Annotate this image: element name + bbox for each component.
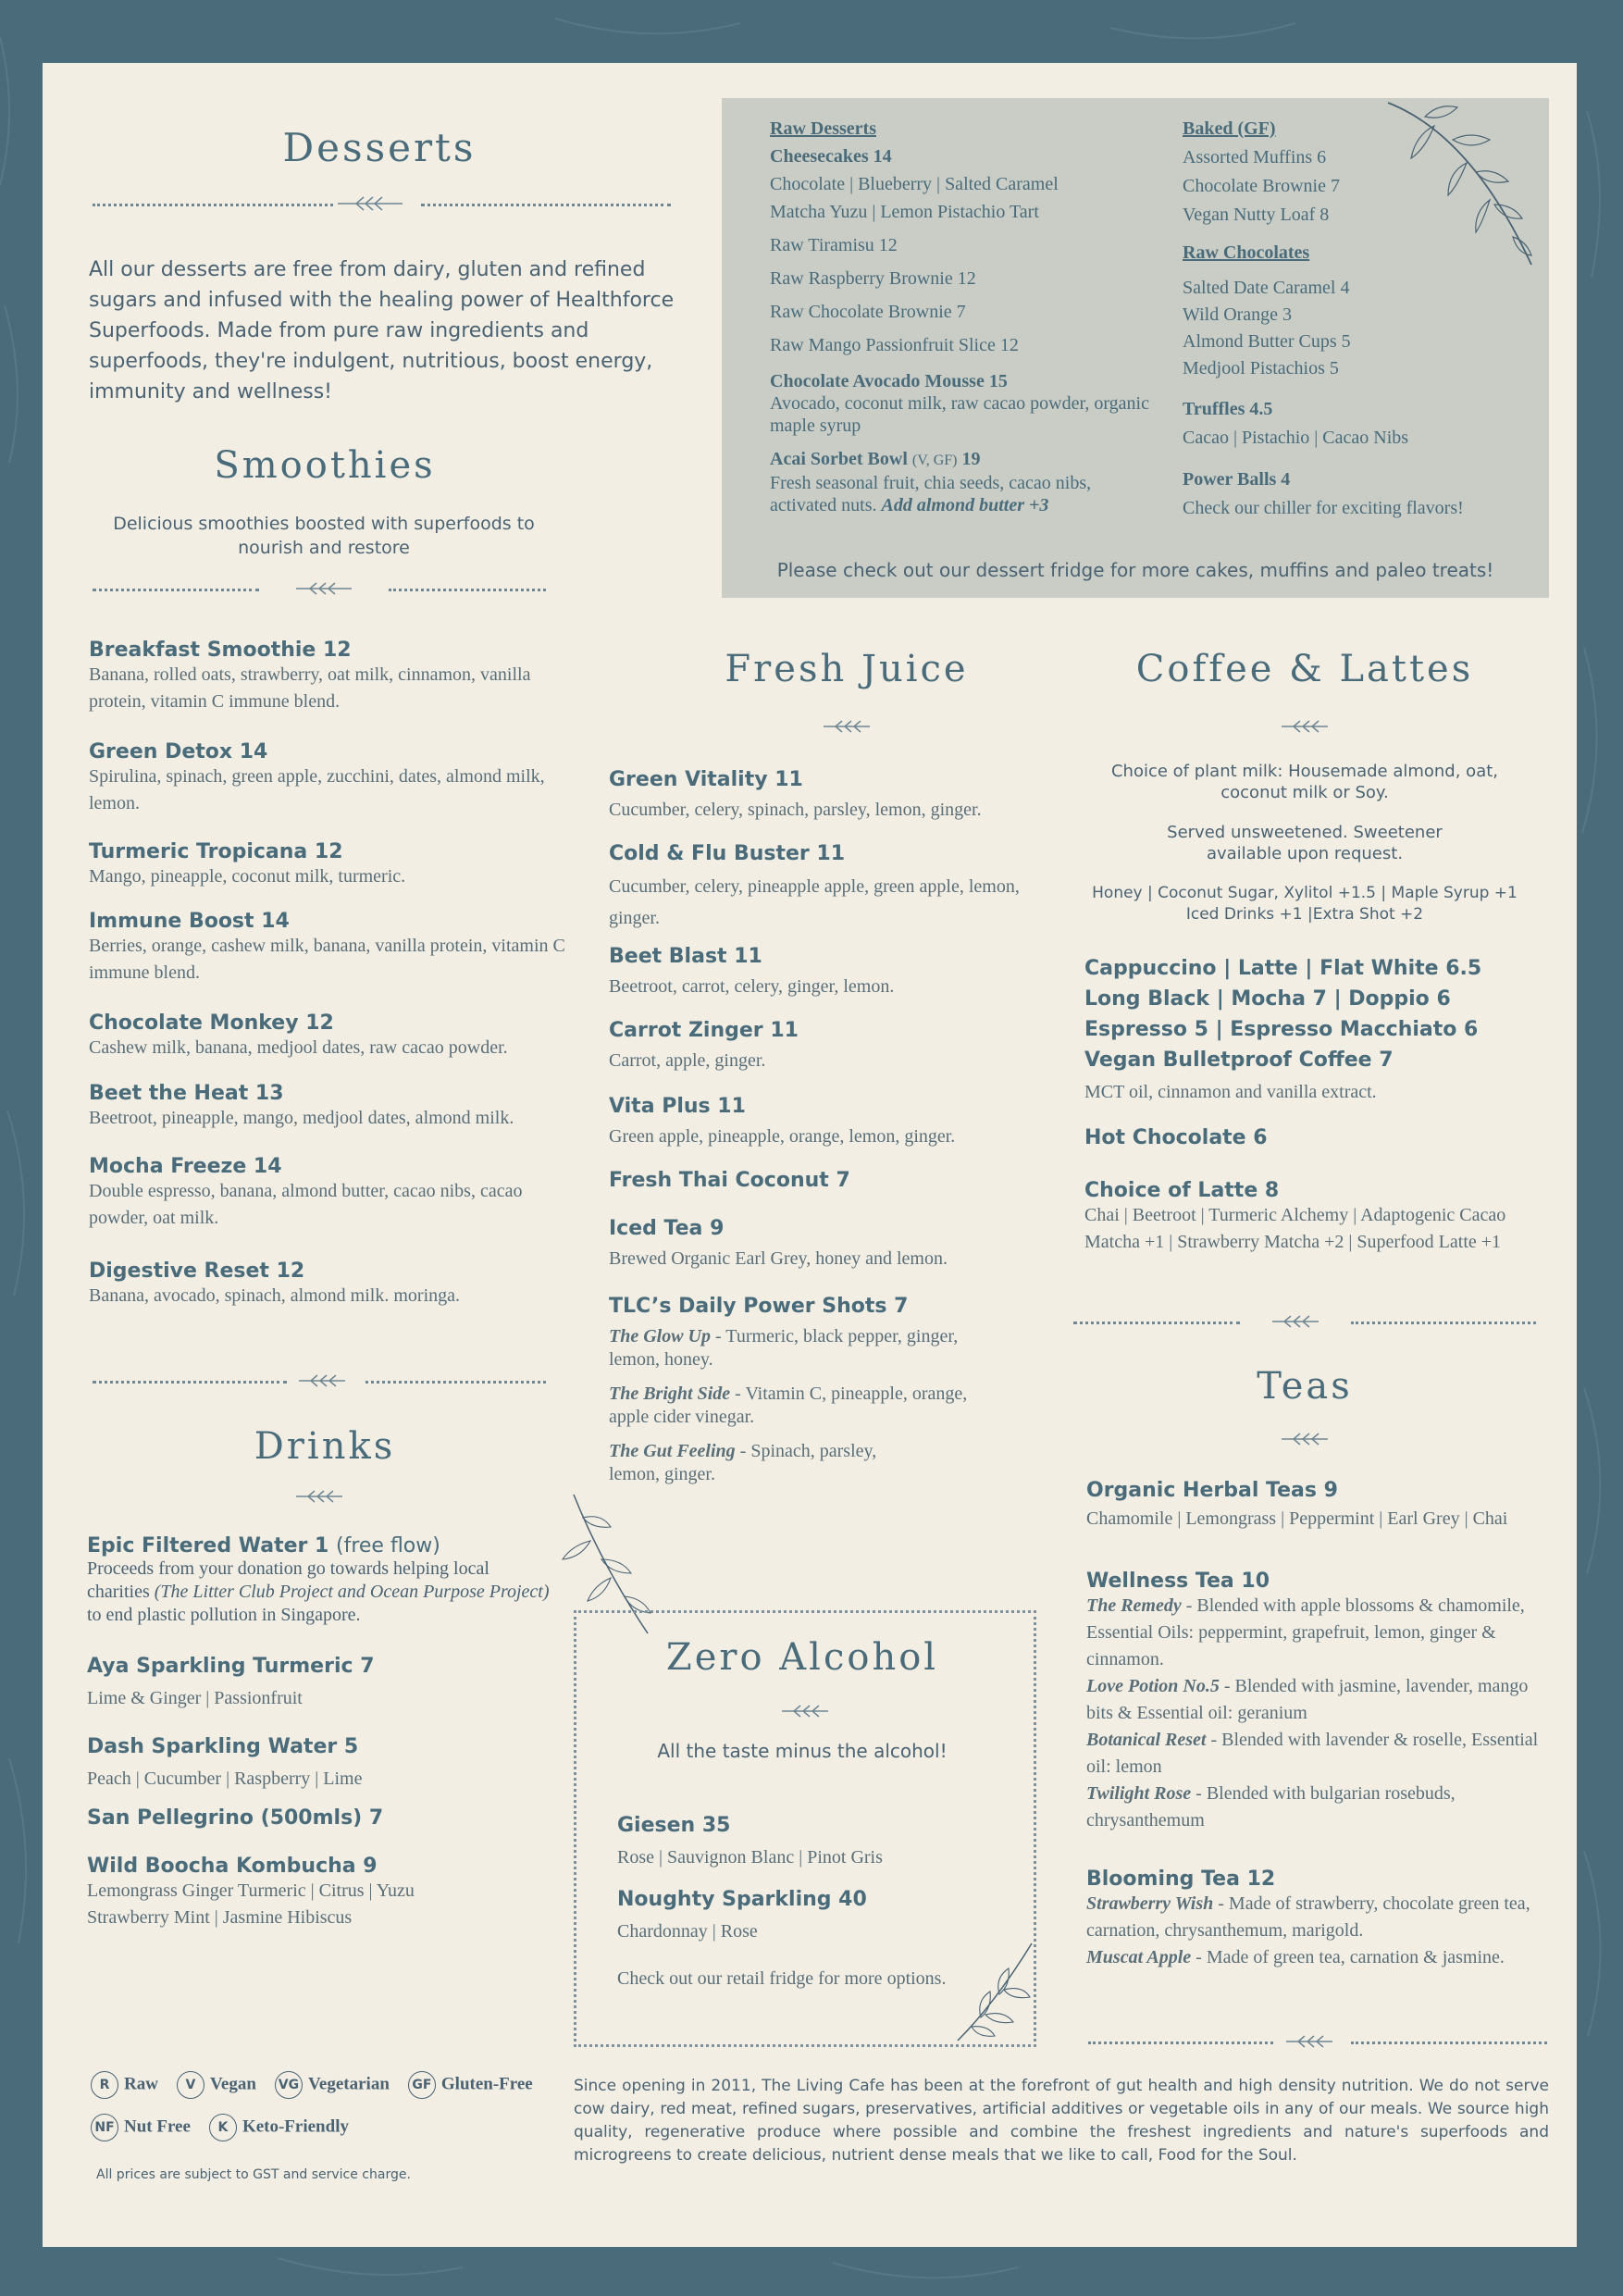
smoothie-name: Immune Boost 14	[89, 910, 290, 933]
water-desc-charities: (The Litter Club Project and Ocean Purpose Project)	[154, 1582, 550, 1602]
juice-desc: Green apple, pineapple, orange, lemon, ginger.	[609, 1126, 956, 1147]
wellness-tea-desc: - Blended with bulgarian rosebuds, chrysanthemum	[1086, 1783, 1456, 1831]
legend-raw	[91, 2071, 158, 2099]
legend-label: Vegan	[209, 2074, 256, 2094]
juice-list	[609, 768, 1044, 1486]
drink-desc: Lime & Ginger | Passionfruit	[87, 1688, 303, 1708]
leaf-sprig-icon	[291, 577, 356, 600]
dessert-item: Raw Mango Passionfruit Slice 12	[770, 335, 1019, 355]
wellness-tea-name: Botanical Reset	[1086, 1730, 1207, 1750]
smoothie-name: Breakfast Smoothie 12	[89, 639, 352, 662]
mousse-desc: Avocado, coconut milk, raw cacao powder, organic maple syrup	[770, 393, 1149, 436]
legend-vegan	[177, 2071, 256, 2099]
coffee-line: Cappuccino | Latte | Flat White 6.5	[1084, 957, 1482, 980]
smoothies-subtitle: Delicious smoothies boosted with superfoods to nourish and restore	[113, 514, 535, 558]
wellness-tea	[1086, 1673, 1549, 1727]
power-balls-title: Power Balls 4	[1183, 469, 1291, 490]
divider-dots	[93, 589, 259, 591]
leaf-sprig-icon	[819, 716, 874, 737]
dessert-item: Raw Tiramisu 12	[770, 235, 898, 255]
teas-list	[1086, 1479, 1549, 1971]
baked-column	[1183, 115, 1534, 523]
wellness-tea	[1086, 1727, 1549, 1781]
mousse-title: Chocolate Avocado Mousse 15	[770, 371, 1008, 391]
cheesecake-flavours: Matcha Yuzu | Lemon Pistachio Tart	[770, 202, 1039, 222]
coffee-list	[1084, 953, 1547, 1256]
zero-item-desc: Rose | Sauvignon Blanc | Pinot Gris	[617, 1847, 883, 1868]
zero-alcohol-note: Check out our retail fridge for more options.	[617, 1968, 947, 1989]
acai-desc-text: Fresh seasonal fruit, chia seeds, cacao nibs, activated nuts.	[770, 473, 1092, 515]
acai-title	[770, 448, 1158, 472]
water-desc-text: Proceeds from your donation go towards helping local charities	[87, 1558, 489, 1602]
truffles-title: Truffles 4.5	[1183, 399, 1273, 419]
juice-desc: Cucumber, celery, spinach, parsley, lemon, ginger.	[609, 800, 982, 820]
drink-name: Dash Sparkling Water 5	[87, 1735, 359, 1758]
wellness-tea	[1086, 1781, 1549, 1834]
juice-desc: Carrot, apple, ginger.	[609, 1050, 766, 1071]
divider-dots	[1351, 2042, 1547, 2044]
wellness-tea-desc: - Blended with apple blossoms & chamomile, Essential Oils: peppermint, grapefruit, lemon, ginger & cinnamon.	[1086, 1595, 1525, 1669]
wellness-tea-desc: - Blended with lavender & roselle, Essential oil: lemon	[1086, 1730, 1539, 1777]
power-shots-title: TLC’s Daily Power Shots 7	[609, 1295, 909, 1318]
power-balls-desc: Check our chiller for exciting flavors!	[1183, 498, 1464, 518]
chocolate-item: Wild Orange 3	[1183, 304, 1293, 325]
drink-name: Aya Sparkling Turmeric 7	[87, 1655, 375, 1678]
hot-chocolate: Hot Chocolate 6	[1084, 1126, 1268, 1149]
cheesecakes-title: Cheesecakes 14	[770, 146, 892, 167]
wellness-tea-name: Twilight Rose	[1086, 1783, 1192, 1804]
dessert-fridge-note: Please check out our dessert fridge for more cakes, muffins and paleo treats!	[776, 559, 1494, 581]
coffee-title: Coffee & Lattes	[1135, 648, 1474, 690]
vegan-badge-icon: V	[177, 2071, 204, 2099]
legend-label: Gluten-Free	[440, 2074, 533, 2094]
smoothie-desc: Cashew milk, banana, medjool dates, raw cacao powder.	[89, 1037, 508, 1058]
smoothie-name: Beet the Heat 13	[89, 1082, 284, 1105]
raw-chocolates-heading: Raw Chocolates	[1183, 242, 1310, 263]
smoothie-desc: Spirulina, spinach, green apple, zucchini, dates, almond milk, lemon.	[89, 766, 545, 813]
latte-desc: Chai | Beetroot | Turmeric Alchemy | Adaptogenic Cacao Matcha +1 | Strawberry Matcha +2 | Superfood Latte +1	[1084, 1205, 1506, 1252]
zero-item-name: Noughty Sparkling 40	[617, 1888, 867, 1911]
coffee-line: Vegan Bulletproof Coffee 7	[1084, 1049, 1394, 1072]
wellness-tea-name: The Remedy	[1086, 1595, 1182, 1616]
divider-dots	[1351, 1322, 1536, 1324]
blooming-tea	[1086, 1891, 1549, 1944]
divider-dots	[1088, 2042, 1273, 2044]
smoothie-desc: Berries, orange, cashew milk, banana, vanilla protein, vitamin C immune blend.	[89, 936, 565, 983]
divider-dots	[365, 1381, 546, 1384]
zero-item-desc: Chardonnay | Rose	[617, 1921, 758, 1942]
legend-nut-free	[91, 2114, 191, 2141]
water-note: (free flow)	[336, 1534, 440, 1558]
baked-item: Vegan Nutty Loaf 8	[1183, 205, 1330, 225]
smoothie-desc: Banana, avocado, spinach, almond milk. moringa.	[89, 1285, 461, 1306]
leaf-sprig-icon	[294, 1370, 350, 1392]
power-shot-name: The Glow Up	[609, 1326, 711, 1347]
baked-heading: Baked (GF)	[1183, 118, 1276, 139]
wellness-tea	[1086, 1593, 1549, 1673]
smoothie-desc: Beetroot, pineapple, mango, medjool dates, almond milk.	[89, 1108, 514, 1128]
chocolate-item: Salted Date Caramel 4	[1183, 278, 1350, 298]
acai-name: Acai Sorbet Bowl	[770, 449, 908, 469]
smoothies-list	[89, 639, 570, 1315]
gluten-free-badge-icon: GF	[408, 2071, 436, 2099]
juice-name: Iced Tea 9	[609, 1217, 725, 1240]
herbal-teas-desc: Chamomile | Lemongrass | Peppermint | Earl Grey | Chai	[1086, 1508, 1508, 1529]
bulletproof-desc: MCT oil, cinnamon and vanilla extract.	[1084, 1082, 1377, 1102]
wellness-tea-desc: - Blended with jasmine, lavender, mango bits & Essential oil: geranium	[1086, 1676, 1529, 1723]
legend-label: Vegetarian	[307, 2074, 390, 2094]
drinks-title: Drinks	[254, 1425, 396, 1468]
smoothie-name: Chocolate Monkey 12	[89, 1011, 334, 1035]
drink-name: Wild Boocha Kombucha 9	[87, 1855, 378, 1878]
coffee-line: Long Black | Mocha 7 | Doppio 6	[1084, 987, 1451, 1011]
leaf-sprig-icon	[1282, 2030, 1337, 2053]
prices-note: All prices are subject to GST and service charge.	[96, 2167, 411, 2182]
desserts-title: Desserts	[282, 125, 477, 170]
leaf-sprig-icon	[333, 192, 407, 215]
acai-tags: (V, GF)	[911, 453, 958, 468]
water-title	[87, 1534, 550, 1558]
smoothie-name: Turmeric Tropicana 12	[89, 840, 343, 863]
keto-badge-icon: K	[209, 2114, 237, 2141]
legend-keto	[209, 2114, 349, 2141]
legend-label: Nut Free	[124, 2116, 191, 2137]
zero-item-name: Giesen 35	[617, 1814, 731, 1837]
zero-alcohol-list	[617, 1814, 1006, 1992]
dessert-item: Raw Chocolate Brownie 7	[770, 302, 966, 322]
raw-desserts-column	[770, 115, 1158, 516]
water-name: Epic Filtered Water 1	[87, 1534, 329, 1558]
leaf-sprig-icon	[291, 1486, 347, 1507]
blooming-tea-name: Strawberry Wish	[1086, 1893, 1214, 1914]
smoothie-desc: Mango, pineapple, coconut milk, turmeric.	[89, 866, 406, 887]
power-shot-desc: - Spinach, parsley, lemon, ginger.	[609, 1441, 877, 1484]
chocolate-item: Almond Butter Cups 5	[1183, 331, 1351, 352]
divider-dots	[421, 204, 671, 206]
herbal-teas-title: Organic Herbal Teas 9	[1086, 1479, 1338, 1502]
zero-alcohol-subtitle: All the taste minus the alcohol!	[657, 1740, 948, 1762]
juice-desc: Brewed Organic Earl Grey, honey and lemon.	[609, 1248, 948, 1269]
truffles-desc: Cacao | Pistachio | Cacao Nibs	[1183, 428, 1409, 448]
legend-gluten-free	[408, 2071, 533, 2099]
dessert-item: Raw Raspberry Brownie 12	[770, 268, 976, 289]
smoothie-desc: Banana, rolled oats, strawberry, oat milk, cinnamon, vanilla protein, vitamin C immune blend.	[89, 664, 531, 712]
sweetener-note: Served unsweetened. Sweetener available upon request.	[1167, 823, 1443, 863]
vegetarian-badge-icon: VG	[275, 2071, 303, 2099]
acai-price: 19	[961, 449, 981, 469]
raw-desserts-heading: Raw Desserts	[770, 118, 876, 139]
teas-title: Teas	[1257, 1365, 1353, 1408]
acai-desc	[770, 472, 1158, 516]
dietary-legend	[91, 2071, 572, 2182]
drink-desc: Lemongrass Ginger Turmeric | Citrus | Yuzu Strawberry Mint | Jasmine Hibiscus	[87, 1880, 415, 1928]
coffee-line: Espresso 5 | Espresso Macchiato 6	[1084, 1018, 1479, 1041]
leaf-sprig-icon	[1277, 716, 1332, 737]
drinks-list	[87, 1534, 550, 1931]
fresh-juice-title: Fresh Juice	[725, 648, 969, 690]
power-shot-desc: - Vitamin C, pineapple, orange, apple cider vinegar.	[609, 1384, 968, 1427]
blooming-tea-desc: - Made of green tea, carnation & jasmine.	[1191, 1947, 1505, 1967]
water-desc	[87, 1558, 550, 1627]
juice-desc: Beetroot, carrot, celery, ginger, lemon.	[609, 976, 895, 997]
legend-vegetarian	[275, 2071, 390, 2099]
leaf-branch-icon	[948, 1939, 1041, 2045]
latte-title: Choice of Latte 8	[1084, 1179, 1280, 1202]
power-shot	[609, 1383, 997, 1429]
legend-label: Keto-Friendly	[242, 2116, 349, 2137]
nut-free-badge-icon: NF	[91, 2114, 118, 2141]
smoothie-name: Mocha Freeze 14	[89, 1155, 282, 1178]
baked-item: Chocolate Brownie 7	[1183, 176, 1340, 196]
blooming-tea-title: Blooming Tea 12	[1086, 1868, 1276, 1891]
legend-label: Raw	[124, 2074, 158, 2094]
juice-name: Vita Plus 11	[609, 1095, 746, 1118]
smoothies-title: Smoothies	[214, 444, 436, 487]
divider-dots	[93, 1381, 287, 1384]
wellness-tea-name: Love Potion No.5	[1086, 1676, 1220, 1696]
power-shot	[609, 1440, 905, 1486]
juice-name: Fresh Thai Coconut 7	[609, 1169, 850, 1192]
desserts-intro: All our desserts are free from dairy, gluten and refined sugars and infused with the healing power of Healthforce Superfoods. Made from pure raw ingredients and superfoods, they're indulgent, nutritious, boost energy, immunity and wellness!	[89, 258, 675, 403]
water-desc-text: to end plastic pollution in Singapore.	[87, 1605, 361, 1625]
about-text: Since opening in 2011, The Living Cafe has been at the forefront of gut health and high density nutrition. We do not serve cow dairy, red meat, refined sugars, preservatives, artificial additives or vegetable oils in any of our meals. We source high quality, regenerative produce where possible and combine the freshest ingredients and nature's superfoods and microgreens to create delicious, nutrient dense meals that we like to call, Food for the Soul.	[574, 2077, 1549, 2165]
blooming-tea	[1086, 1944, 1549, 1971]
smoothie-name: Digestive Reset 12	[89, 1260, 305, 1283]
cheesecake-flavours: Chocolate | Blueberry | Salted Caramel	[770, 174, 1059, 194]
drink-desc: Peach | Cucumber | Raspberry | Lime	[87, 1769, 363, 1789]
baked-item: Assorted Muffins 6	[1183, 147, 1327, 168]
drink-name: San Pellegrino (500mls) 7	[87, 1806, 384, 1830]
plant-milk-note: Choice of plant milk: Housemade almond, oat, coconut milk or Soy.	[1110, 762, 1499, 802]
divider-dots	[389, 589, 546, 591]
blooming-tea-desc: - Made of strawberry, chocolate green tea, carnation, chrysanthemum, marigold.	[1086, 1893, 1530, 1941]
extras-note: Honey | Coconut Sugar, Xylitol +1.5 | Maple Syrup +1 Iced Drinks +1 |Extra Shot +2	[1092, 884, 1518, 924]
leaf-sprig-icon	[1268, 1310, 1323, 1333]
divider-dots	[1073, 1322, 1240, 1324]
juice-name: Beet Blast 11	[609, 945, 762, 968]
coffee-notes	[1092, 761, 1518, 925]
leaf-sprig-icon	[777, 1701, 833, 1721]
smoothie-desc: Double espresso, banana, almond butter, cacao nibs, cacao powder, oat milk.	[89, 1181, 523, 1228]
divider-dots	[93, 204, 333, 206]
juice-desc: Cucumber, celery, pineapple apple, green apple, lemon, ginger.	[609, 876, 1020, 928]
zero-alcohol-title: Zero Alcohol	[665, 1636, 939, 1679]
acai-addon: Add almond butter +3	[881, 495, 1049, 515]
raw-badge-icon: R	[91, 2071, 118, 2099]
power-shot-name: The Gut Feeling	[609, 1441, 736, 1461]
juice-name: Cold & Flu Buster 11	[609, 842, 846, 865]
power-shot-name: The Bright Side	[609, 1384, 731, 1404]
juice-name: Green Vitality 11	[609, 768, 803, 791]
chocolate-item: Medjool Pistachios 5	[1183, 358, 1339, 379]
juice-name: Carrot Zinger 11	[609, 1019, 799, 1042]
leaf-sprig-icon	[1277, 1429, 1332, 1449]
blooming-tea-name: Muscat Apple	[1086, 1947, 1192, 1967]
wellness-tea-title: Wellness Tea 10	[1086, 1570, 1270, 1593]
power-shot	[609, 1325, 997, 1371]
smoothie-name: Green Detox 14	[89, 740, 268, 763]
power-shot-desc: - Turmeric, black pepper, ginger, lemon, honey.	[609, 1326, 959, 1370]
